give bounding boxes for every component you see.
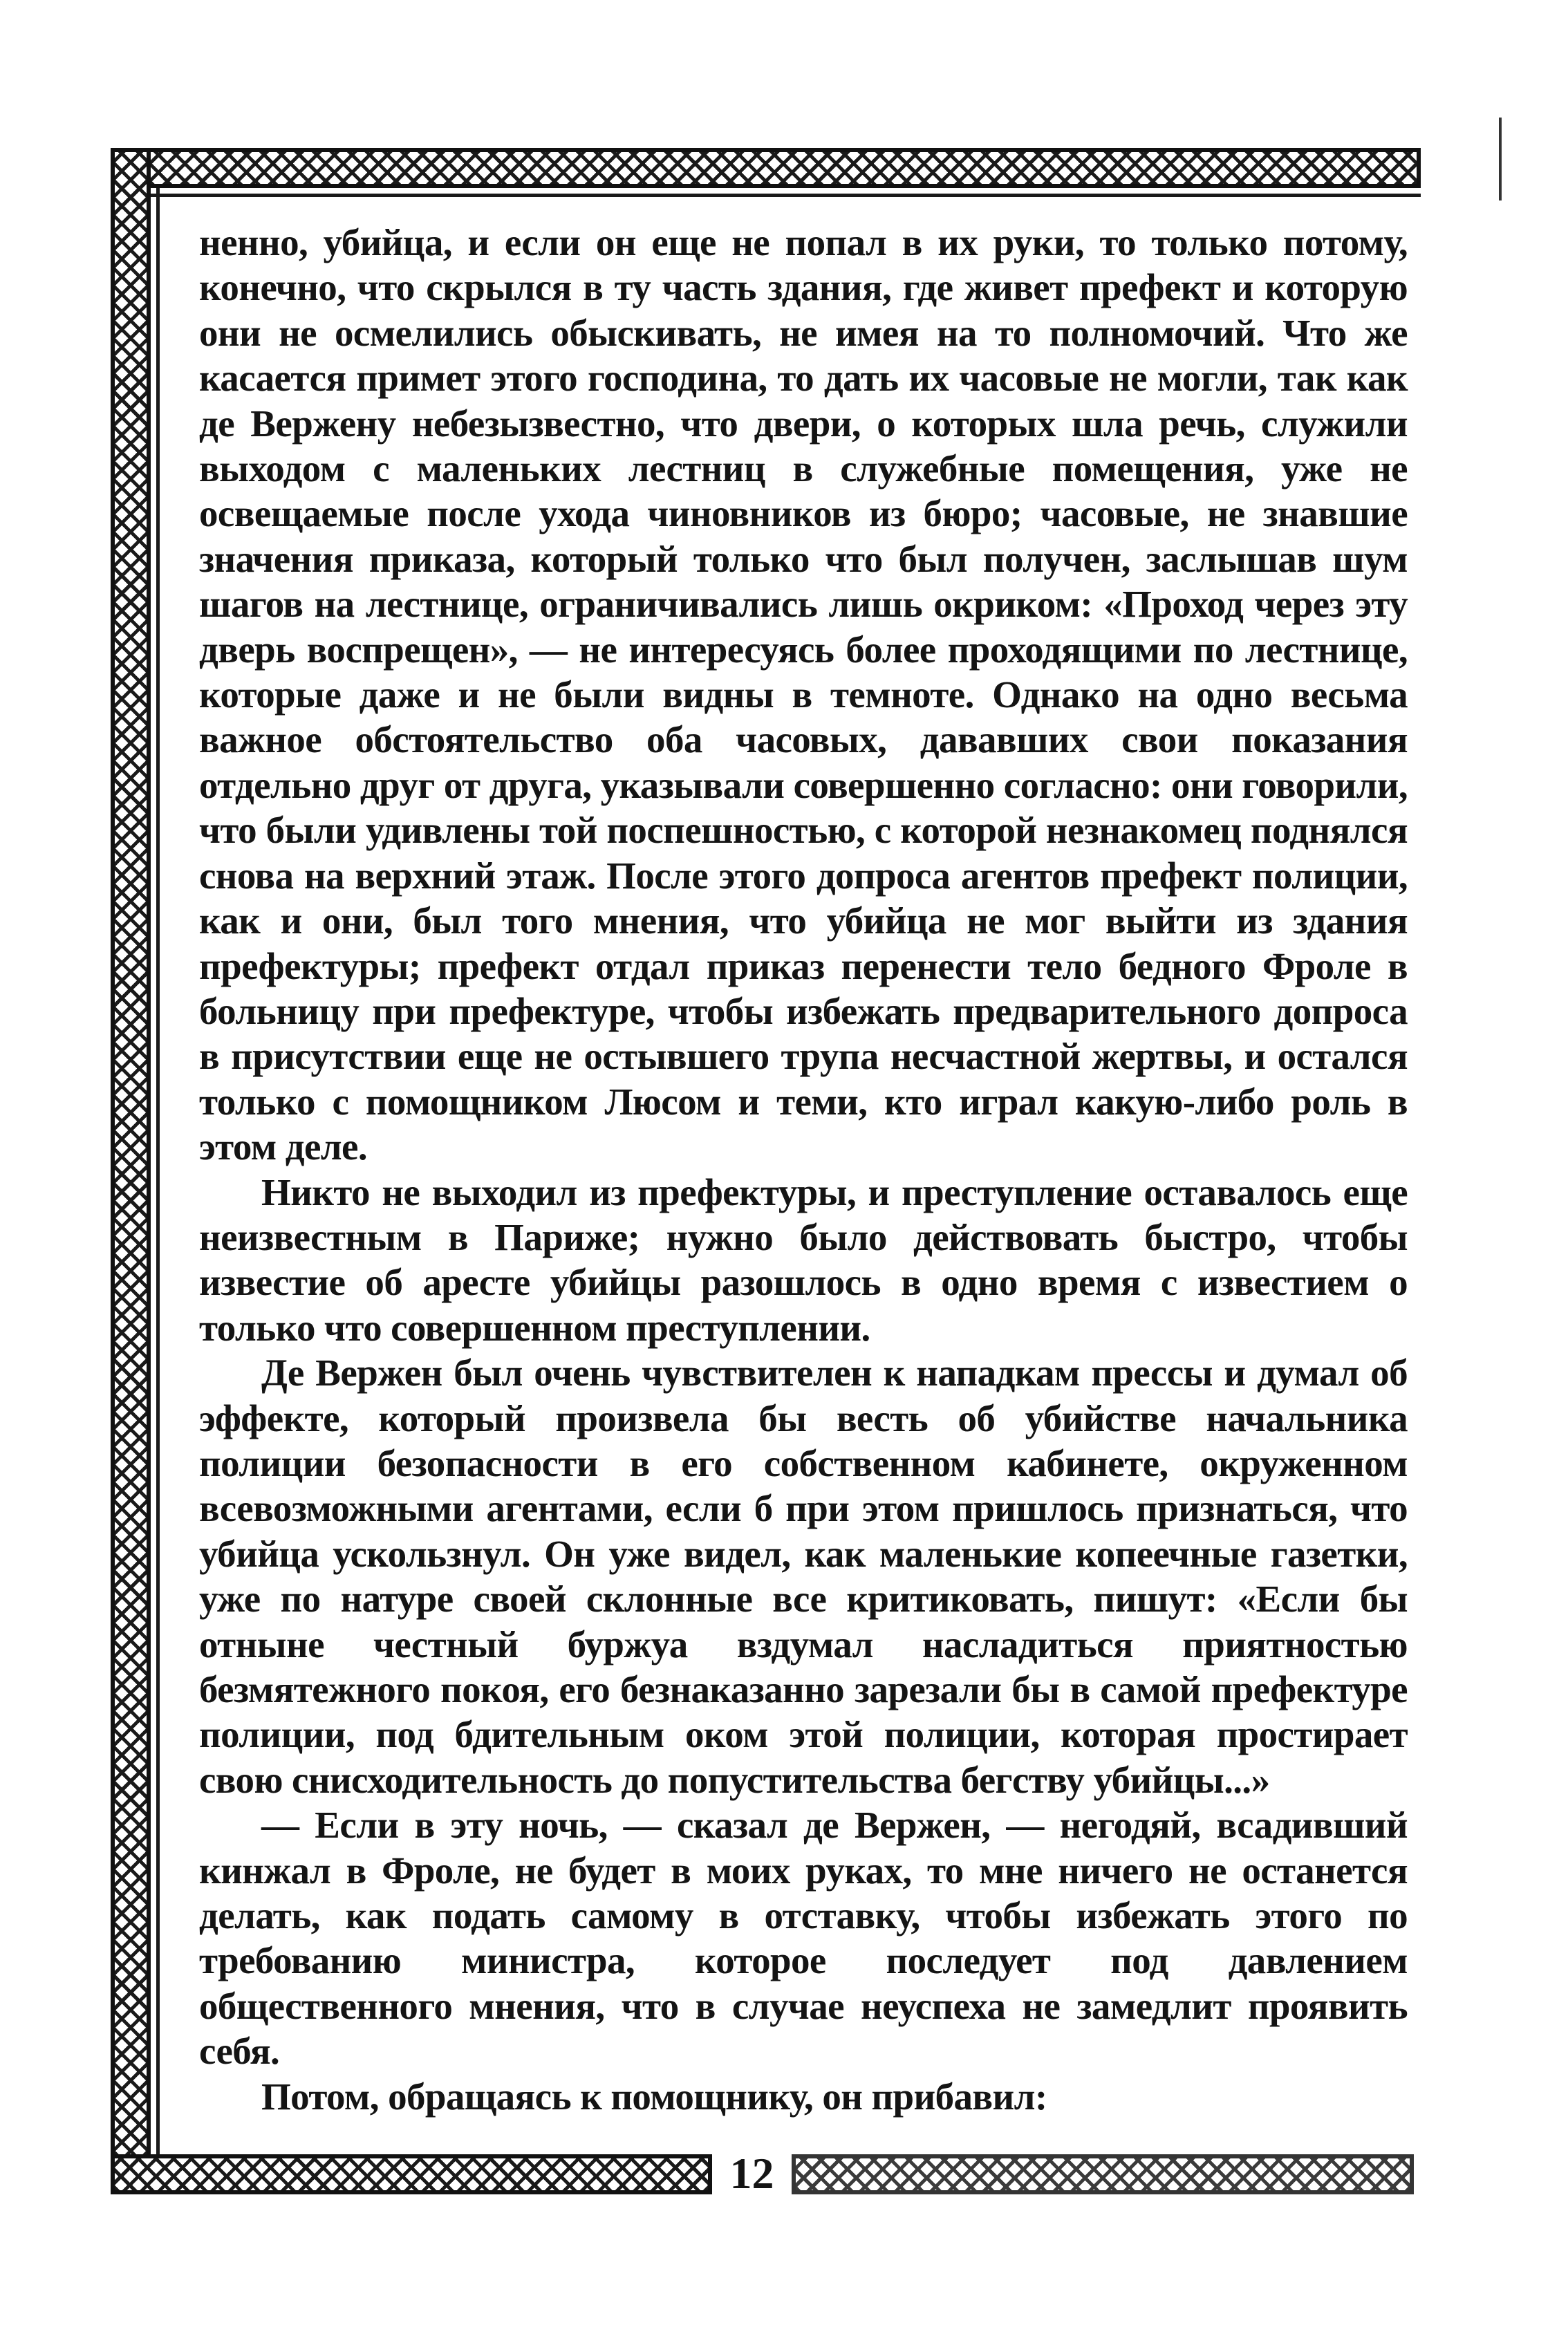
- paragraph: ненно, убийца, и если он еще не попал в их руки, то только потому, конечно, что скрылся в ту часть здания, где живет префект и которую они не осмелились обыскивать, не имея на то полномочий. Что же касается примет этого господина, то дать их часовые не могли, так как де Вержену небезызвестно, что двери, о которых шла речь, служили выходом с маленьких лестниц в служебные помещения, уже не освещаемые после ухода чиновников из бюро; часовые, не знавшие значения приказа, который только что был получен, заслышав шум шагов на лестнице, ограничивались лишь окриком: «Проход через эту дверь воспрещен», — не интересуясь более проходящими по лестнице, которые даже и не были видны в темноте. Однако на одно весьма важное обстоятельство оба часовых, дававших свои показания отдельно друг от друга, указывали совершенно согласно: они говорили, что были удивлены той поспешностью, с которой незнакомец поднялся снова на верхний этаж. После этого допроса агентов префект полиции, как и они, был того мнения, что убийца не мог выйти из здания префектуры; префект отдал приказ перенести тело бедного Фроле в больницу при префектуре, чтобы избежать предварительного допроса в присутствии еще не остывшего трупа несчастной жертвы, и остался только с помощником Люсом и теми, кто играл какую-либо роль в этом деле.: [199, 221, 1408, 1168]
- paragraph: Де Вержен был очень чувствителен к нападкам прессы и думал об эффекте, который произвела бы весть об убийстве начальника полиции безопасности в его собственном кабинете, окруженном всевозможными агентами, если б при этом пришлось признаться, что убийца ускользнул. Он уже видел, как маленькие копеечные газетки, уже по натуре своей склонные все критиковать, пишут: «Если бы отныне честный буржуа вздумал насладиться приятностью безмятежного покоя, его безнаказанно зарезали бы в самой префектуре полиции, под бдительным оком этой полиции, которая простирает свою снисходительность до попустительства бегству убийцы...»: [199, 1352, 1408, 1801]
- ornamental-border-bottom-left: [111, 2154, 712, 2194]
- border-rule-top: [151, 194, 1421, 197]
- ornamental-border-bottom-right: [792, 2154, 1414, 2194]
- ornamental-border-top: [111, 148, 1421, 188]
- margin-mark: [1499, 118, 1502, 200]
- paragraph: Потом, обращаясь к помощнику, он прибавил:: [261, 2075, 1047, 2118]
- paragraph: — Если в эту ночь, — сказал де Вержен, — негодяй, всадивший кинжал в Фроле, не будет в моих руках, то мне ничего не останется делать, как подать самому в отставку, чтобы избежать этого по требованию министра, которое последует под давлением общественного мнения, что в случае неуспеха не замедлит проявить себя.: [199, 1804, 1408, 2073]
- page-number: 12: [729, 2149, 774, 2198]
- paragraph: Никто не выходил из префектуры, и преступление оставалось еще неизвестным в Париже; нужно было действовать быстро, чтобы известие об аресте убийцы разошлось в одно время с известием о только что совершенном преступлении.: [199, 1170, 1408, 1349]
- body-text: [199, 220, 1408, 2119]
- ornamental-border-left: [111, 148, 151, 2194]
- border-rule-left: [156, 188, 160, 2154]
